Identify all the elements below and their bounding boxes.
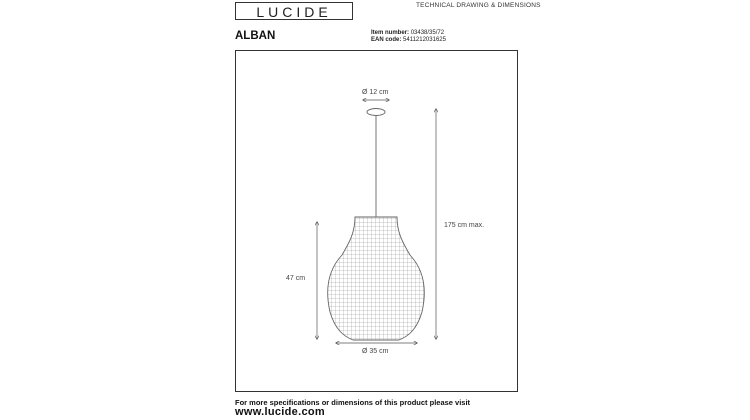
document-type: TECHNICAL DRAWING & DIMENSIONS	[416, 2, 541, 9]
ean-value: 5411212031625	[403, 37, 446, 43]
item-number-row	[371, 30, 444, 36]
product-name: ALBAN	[235, 30, 276, 42]
shade-height-label: 47 cm	[286, 275, 306, 282]
ean-row	[371, 37, 446, 43]
total-height-label: 175 cm max.	[444, 222, 485, 229]
website-link[interactable]: www.lucide.com	[235, 406, 325, 418]
item-number-value: 03438/35/72	[410, 30, 445, 36]
canopy-diameter-label: Ø 12 cm	[362, 89, 389, 96]
ean-label: EAN code:	[371, 37, 402, 43]
shade-diameter-label: Ø 35 cm	[362, 348, 389, 355]
lamp-shade-cage	[328, 217, 425, 340]
footer-note: For more specifications or dimensions of this product please visit	[235, 398, 471, 407]
brand-logo-text: LUCIDE	[256, 4, 332, 20]
item-number-label: Item number:	[371, 30, 410, 36]
ceiling-canopy	[367, 109, 385, 116]
technical-drawing	[235, 50, 518, 392]
brand-logo	[235, 2, 353, 20]
